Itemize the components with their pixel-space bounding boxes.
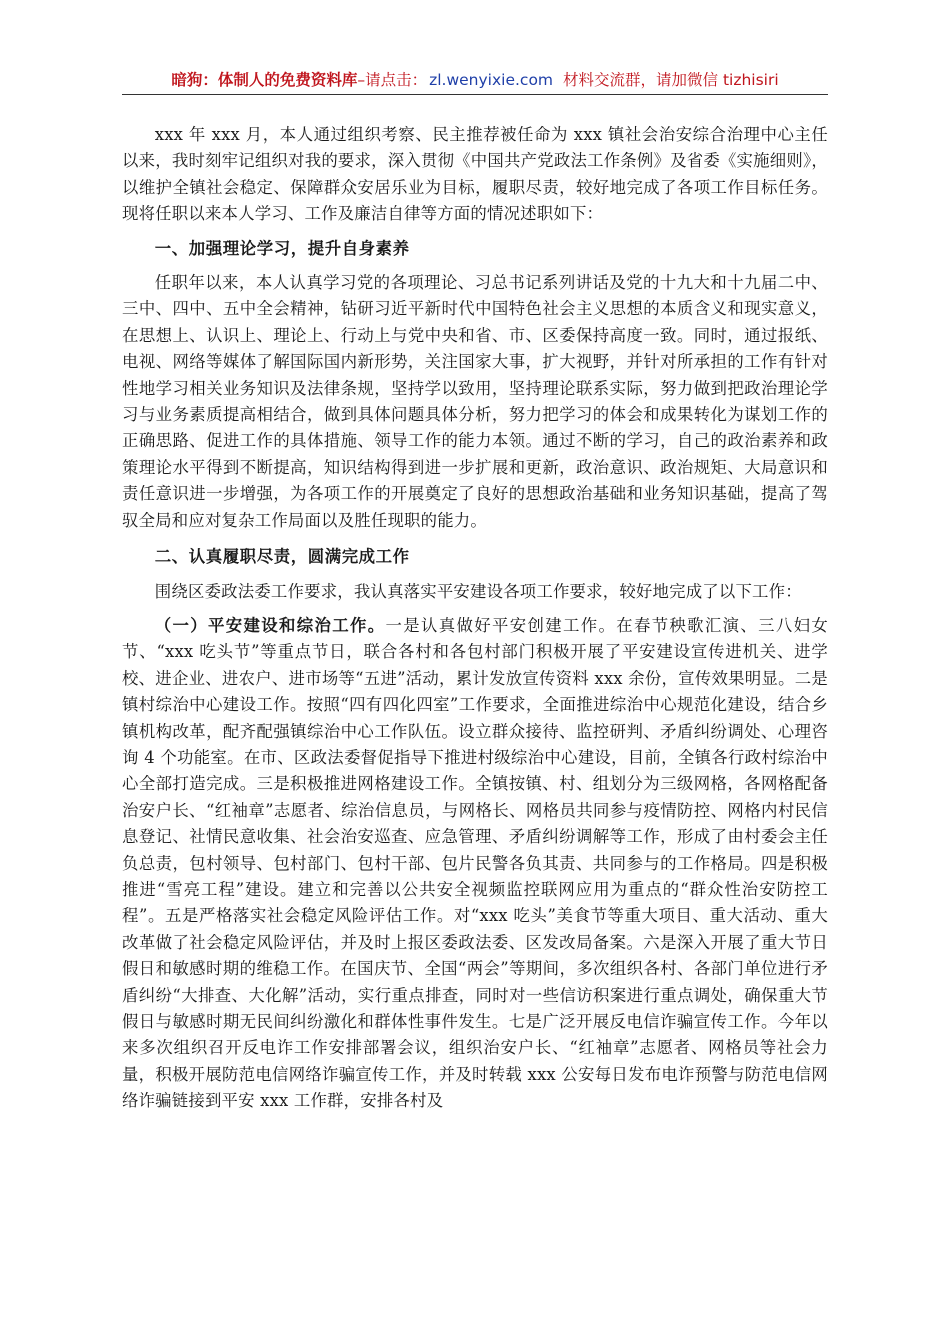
site-link[interactable]: zl.wenyixie.com — [429, 71, 554, 89]
section-2-intro-paragraph: 围绕区委政法委工作要求，我认真落实平安建设各项工作要求，较好地完成了以下工作： — [154, 581, 802, 601]
link-prefix: –请点击： — [357, 71, 428, 89]
subsection-1-heading: （一）平安建设和综治工作。 — [154, 615, 386, 635]
site-name: 暗狗：体制人的免费资料库 — [171, 71, 358, 89]
section-1-paragraph: 任职年以来，本人认真学习党的各项理论、习总书记系列讲话及党的十九大和十九届二中、三中、四中、五中全会精神，钻研习近平新时代中国特色社会主义思想的本质含义和现实意义，在思想上、认识上、理论上、行动上与党中央和省、市、区委保持高度一致。同时，通过报纸、电视、网络等媒体了解国际国内新形势，关注国家大事，扩大视野，并针对所承担的工作有针对性地学习相关业务知识及法律条规，坚持学以致用，坚持理论联系实际，努力做到把政治理论学习与业务素质提高相结合，做到具体问题具体分析，努力把学习的体会和成果转化为谋划工作的正确思路、促进工作的具体措施、领导工作的能力本领。通过不断的学习，自己的政治素养和政策理论水平得到不断提高，知识结构得到进一步扩展和更新，政治意识、政治规矩、大局意识和责任意识进一步增强，为各项工作的开展奠定了良好的思想政治基础和业务知识基础，提高了驾驭全局和应对复杂工作局面以及胜任现职的能力。 — [122, 273, 828, 530]
intro-paragraph: xxx 年 xxx 月，本人通过组织考察、民主推荐被任命为 xxx 镇社会治安综合治理中心主任以来，我时刻牢记组织对我的要求，深入贯彻《中国共产党政法工作条例》及省委《实施细则》，以维护全镇社会稳定、保障群众安居乐业为目标，履职尽责，较好地完成了各项工作目标任务。现将任职以来本人学习、工作及廉洁自律等方面的情况述职如下： — [122, 125, 828, 224]
section-2-heading: 二、认真履职尽责，圆满完成工作 — [154, 547, 410, 567]
section-1-heading: 一、加强理论学习，提升自身素养 — [154, 238, 410, 258]
subsection-1-body: 一是认真做好平安创建工作。在春节秧歌汇演、三八妇女节、“xxx 吃头节”等重点节日，联合各村和各包村部门积极开展了平安建设宣传进机关、进学校、进企业、进农户、进市场等“五进”活动，累计发放宣传资料 xxx 余份，宣传效果明显。二是镇村综治中心建设工作。按照“四有四化四室”工作要求，全面推进综治中心规范化建设，结合乡镇机构改革，配齐配强镇综治中心工作队伍。设立群众接待、监控研判、矛盾纠纷调处、心理咨询 4 个功能室。在市、区政法委督促指导下推进村级综治中心建设，目前，全镇各行政村综治中心全部打造完成。三是积极推进网格建设工作。全镇按镇、村、组划分为三级网格，各网格配备治安户长、“红袖章”志愿者、综治信息员，与网格长、网格员共同参与疫情防控、网格内村民信息登记、社情民意收集、社会治安巡查、应急管理、矛盾纠纷调解等工作，形成了由村委会主任负总责，包村领导、包村部门、包村干部、包片民警各负其责、共同参与的工作格局。四是积极推进“雪亮工程”建设。建立和完善以公共安全视频监控联网应用为重点的“群众性治安防控工程”。五是严格落实社会稳定风险评估工作。对“xxx 吃头”美食节等重大项目、重大活动、重大改革做了社会稳定风险评估，并及时上报区委政法委、区发改局备案。六是深入开展了重大节日假日和敏感时期的维稳工作。在国庆节、全国“两会”等期间，多次组织各村、各部门单位进行矛盾纠纷“大排查、大化解”活动，实行重点排查，同时对一些信访积案进行重点调处，确保重大节假日与敏感时期无民间纠纷激化和群体性事件发生。七是广泛开展反电信诈骗宣传工作。今年以来多次组织召开反电诈工作安排部署会议，组织治安户长、“红袖章”志愿者、网格员等社会力量，积极开展防范电信网络诈骗宣传工作，并及时转载 xxx 公安每日发布电诈预警与防范电信网络诈骗链接到平安 xxx 工作群，安排各村及 — [122, 615, 828, 1111]
page-header — [122, 66, 828, 95]
document-body — [122, 122, 828, 1115]
subsection-1-paragraph — [122, 613, 828, 1115]
contact-info: 材料交流群，请加微信 tizhisiri — [563, 71, 779, 89]
